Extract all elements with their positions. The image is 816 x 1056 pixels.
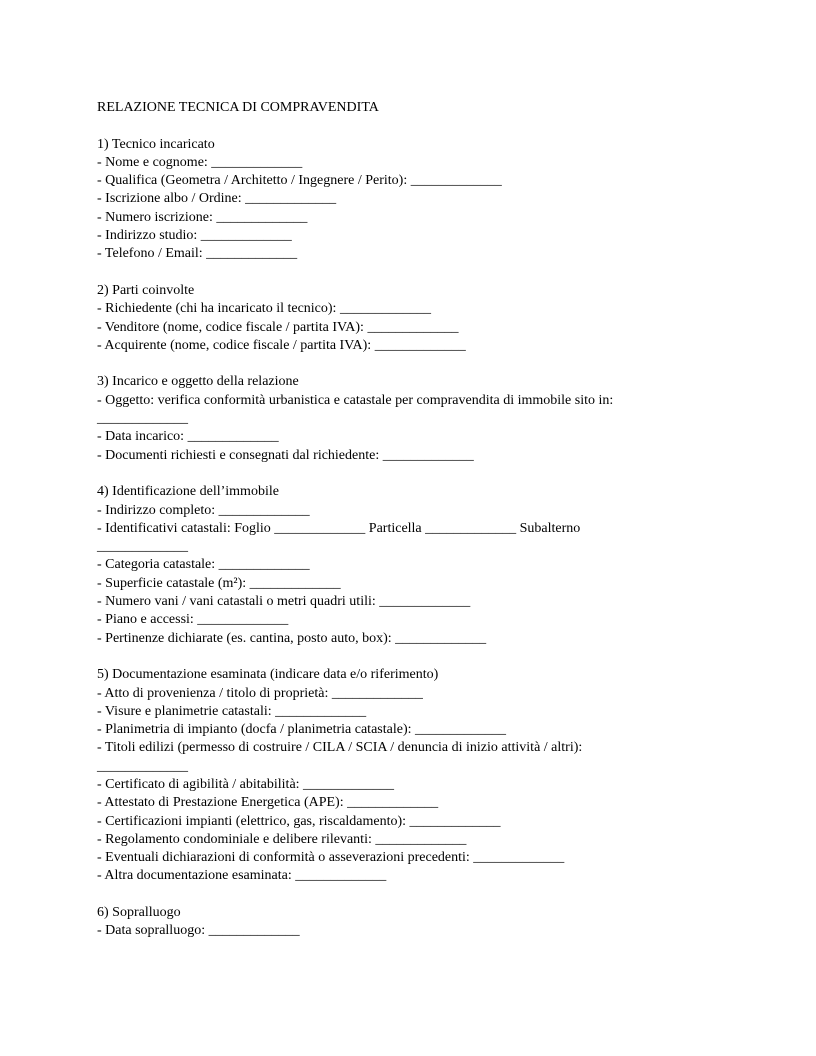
document-line: - Certificato di agibilità / abitabilità: _____________ [97, 776, 395, 792]
document-line: - Data sopralluogo: _____________ [97, 923, 300, 939]
document-line [97, 465, 737, 483]
document-line [97, 117, 737, 135]
document-line: - Visure e planimetrie catastali: _____________ [97, 703, 367, 719]
document-line: - Altra documentazione esaminata: _____________ [97, 868, 387, 884]
document-line: - Attestato di Prestazione Energetica (APE): _____________ [97, 795, 439, 811]
document-title: RELAZIONE TECNICA DI COMPRAVENDITA [97, 100, 379, 115]
document-line: - Eventuali dichiarazioni di conformità o asseverazioni precedenti: _____________ [97, 850, 565, 866]
document-line: - Acquirente (nome, codice fiscale / partita IVA): _____________ [97, 337, 466, 353]
section-heading: 1) Tecnico incaricato [97, 136, 215, 152]
section-heading: 4) Identificazione dell’immobile [97, 484, 279, 500]
document-line: - Indirizzo studio: _____________ [97, 228, 292, 244]
section-heading: 3) Incarico e oggetto della relazione [97, 374, 299, 390]
document-line: - Categoria catastale: _____________ [97, 557, 310, 573]
document-line: _____________ [97, 758, 188, 774]
document-line: - Indirizzo completo: _____________ [97, 502, 310, 518]
document-line: - Iscrizione albo / Ordine: _____________ [97, 191, 337, 207]
document-line: - Telefono / Email: _____________ [97, 246, 298, 262]
document-line: _____________ [97, 539, 188, 555]
document-line: - Nome e cognome: _____________ [97, 154, 303, 170]
document-line: - Piano e accessi: _____________ [97, 612, 289, 628]
document-page [97, 99, 737, 941]
document-line [97, 886, 737, 904]
section-heading: 2) Parti coinvolte [97, 282, 195, 298]
document-line: - Certificazioni impianti (elettrico, gas, riscaldamento): _____________ [97, 813, 501, 829]
document-line: - Superficie catastale (m²): _____________ [97, 575, 341, 591]
document-line: - Identificativi catastali: Foglio _____________ Particella _____________ Subalterno [97, 520, 581, 536]
document-line: - Qualifica (Geometra / Architetto / Ingegnere / Perito): _____________ [97, 173, 502, 189]
document-line [97, 355, 737, 373]
document-line [97, 264, 737, 282]
document-line: - Oggetto: verifica conformità urbanistica e catastale per compravendita di immobile sito in: [97, 392, 614, 408]
document-line: - Regolamento condominiale e delibere rilevanti: _____________ [97, 831, 467, 847]
section-heading: 6) Sopralluogo [97, 905, 181, 921]
section-heading: 5) Documentazione esaminata (indicare data e/o riferimento) [97, 667, 439, 683]
document-line: - Atto di provenienza / titolo di proprietà: _____________ [97, 685, 423, 701]
document-line: - Venditore (nome, codice fiscale / partita IVA): _____________ [97, 319, 459, 335]
document-line: - Data incarico: _____________ [97, 429, 279, 445]
document-line: - Pertinenze dichiarate (es. cantina, posto auto, box): _____________ [97, 630, 487, 646]
document-line [97, 648, 737, 666]
document-line: - Numero vani / vani catastali o metri quadri utili: _____________ [97, 594, 471, 610]
document-line: - Documenti richiesti e consegnati dal richiedente: _____________ [97, 447, 474, 463]
document-line: - Numero iscrizione: _____________ [97, 209, 308, 225]
document-line: - Titoli edilizi (permesso di costruire / CILA / SCIA / denuncia di inizio attività / altri): [97, 740, 583, 756]
document-line: - Richiedente (chi ha incaricato il tecnico): _____________ [97, 301, 431, 317]
document-line: _____________ [97, 411, 188, 427]
document-line: - Planimetria di impianto (docfa / planimetria catastale): _____________ [97, 722, 506, 738]
